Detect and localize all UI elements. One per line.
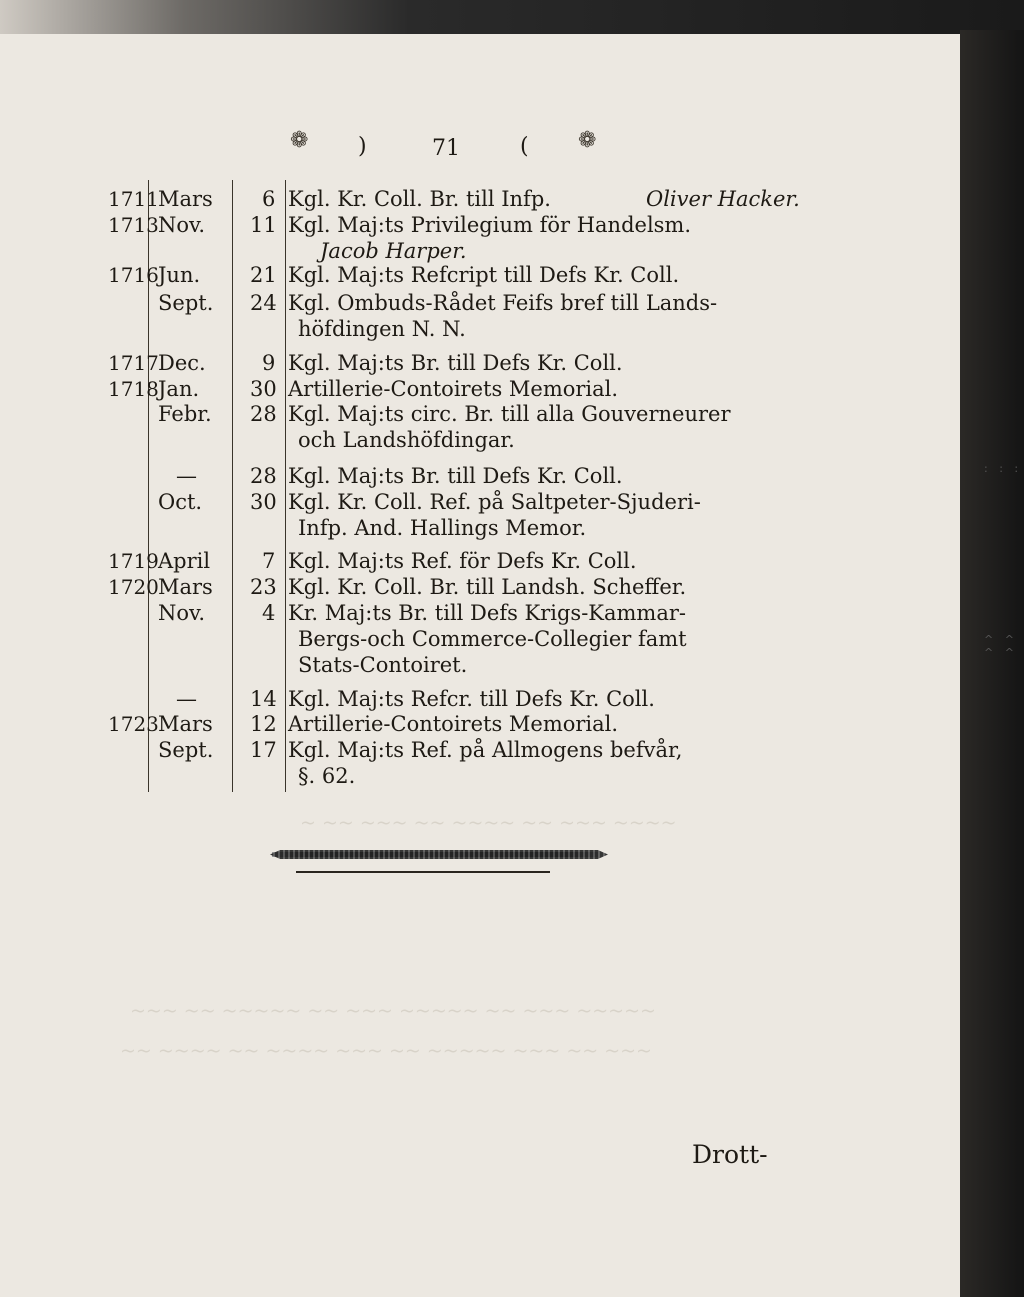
entry-day: 30 — [250, 490, 277, 514]
entry-text: Kgl. Maj:ts Refcr. till Defs Kr. Coll. — [288, 687, 655, 711]
entry-month: Oct. — [158, 490, 203, 514]
entry-month: — — [176, 687, 197, 711]
entry-day: 6 — [262, 187, 276, 211]
entry-month: — — [176, 464, 197, 488]
entry-text: Kgl. Maj:ts Ref. för Defs Kr. Coll. — [288, 549, 637, 573]
entry-text: Kgl. Kr. Coll. Br. till Infp. — [288, 187, 551, 211]
column-rule-month — [232, 180, 233, 792]
entry-month: Mars — [158, 712, 213, 736]
entry-text: Artillerie-Contoirets Memorial. — [288, 377, 619, 401]
entry-year: 1716 — [108, 263, 159, 287]
entry-day: 30 — [250, 377, 277, 401]
entry-text-continuation: och Landshöfdingar. — [298, 428, 515, 452]
entry-year: 1720 — [108, 575, 159, 599]
entry-day: 21 — [250, 263, 277, 287]
entry-year: 1719 — [108, 549, 159, 573]
entry-text: Kgl. Maj:ts Br. till Defs Kr. Coll. — [288, 351, 623, 375]
entry-text: Kgl. Maj:ts Ref. på Allmogens befvår, — [288, 738, 683, 762]
fleuron-ornament-left: ❁ — [290, 128, 309, 153]
entry-month: Mars — [158, 575, 213, 599]
entry-year: 1718 — [108, 377, 159, 401]
entry-month: Mars — [158, 187, 213, 211]
entry-month: Nov. — [158, 213, 206, 237]
ornamental-rule — [272, 852, 598, 857]
thin-rule — [296, 871, 550, 873]
entry-day: 28 — [250, 402, 277, 426]
edge-mark: : : : — [984, 462, 1023, 475]
entry-year: 1711 — [108, 187, 159, 211]
entry-day: 7 — [262, 549, 276, 573]
entry-month: April — [158, 549, 211, 573]
entry-day: 28 — [250, 464, 277, 488]
entry-year: 1723 — [108, 712, 159, 736]
entry-month: Nov. — [158, 601, 206, 625]
scan-shadow-top — [0, 0, 1024, 34]
entry-text-continuation: Bergs-och Commerce-Collegier famt — [298, 627, 687, 651]
entry-year: 1717 — [108, 351, 159, 375]
scan-page-edge — [960, 30, 1024, 1297]
entry-day: 12 — [250, 712, 277, 736]
entry-day: 17 — [250, 738, 277, 762]
entry-month: Jun. — [158, 263, 201, 287]
entry-text-continuation: Stats-Contoiret. — [298, 653, 468, 677]
column-rule-day — [285, 180, 286, 792]
entry-text: Kr. Maj:ts Br. till Defs Krigs-Kammar- — [288, 601, 686, 625]
entry-text: Kgl. Ombuds-Rådet Feifs bref till Lands- — [288, 291, 718, 315]
catchword: Drott- — [692, 1140, 768, 1169]
entry-text-continuation: höfdingen N. N. — [298, 317, 466, 341]
entry-text: Kgl. Maj:ts Br. till Defs Kr. Coll. — [288, 464, 623, 488]
entry-day: 11 — [250, 213, 277, 237]
entry-text: Kgl. Kr. Coll. Br. till Landsh. Scheffer. — [288, 575, 687, 599]
entry-text-continuation: Infp. And. Hallings Memor. — [298, 516, 587, 540]
fleuron-ornament-right: ❁ — [578, 128, 597, 153]
entry-day: 24 — [250, 291, 277, 315]
entry-text: Kgl. Maj:ts Privilegium för Handelsm. — [288, 213, 692, 237]
entry-text: Kgl. Kr. Coll. Ref. på Saltpeter-Sjuderi- — [288, 490, 701, 514]
entry-month: Jan. — [158, 377, 200, 401]
entry-text-continuation: Oliver Hacker. — [646, 187, 800, 211]
bleed-through-text: ~~~ ~~ ~~~~~ ~~ ~~~ ~~~~~ ~~ ~~~ ~~~~~ — [130, 1000, 656, 1022]
entry-day: 14 — [250, 687, 277, 711]
entry-month: Febr. — [158, 402, 212, 426]
entry-month: Dec. — [158, 351, 206, 375]
header-bracket-right: ( — [520, 134, 529, 159]
edge-mark: ^ ^ ^ ^ — [984, 633, 1018, 659]
entry-year: 1713 — [108, 213, 159, 237]
entry-text-continuation: Jacob Harper. — [320, 239, 467, 263]
entry-text-continuation: §. 62. — [298, 764, 356, 788]
page-number: 71 — [432, 136, 460, 161]
bleed-through-text: ~ ~~ ~~~ ~~ ~~~~ ~~ ~~~ ~~~~ — [300, 812, 677, 834]
header-bracket-left: ) — [358, 134, 367, 159]
entry-text: Kgl. Maj:ts Refcript till Defs Kr. Coll. — [288, 263, 680, 287]
bleed-through-text: ~~ ~~~~ ~~ ~~~~ ~~~ ~~ ~~~~~ ~~~ ~~ ~~~ — [120, 1040, 652, 1062]
entry-text: Kgl. Maj:ts circ. Br. till alla Gouverneurer — [288, 402, 731, 426]
entry-month: Sept. — [158, 738, 214, 762]
entry-day: 23 — [250, 575, 277, 599]
entry-text: Artillerie-Contoirets Memorial. — [288, 712, 619, 736]
entry-month: Sept. — [158, 291, 214, 315]
entry-day: 4 — [262, 601, 276, 625]
entry-day: 9 — [262, 351, 276, 375]
